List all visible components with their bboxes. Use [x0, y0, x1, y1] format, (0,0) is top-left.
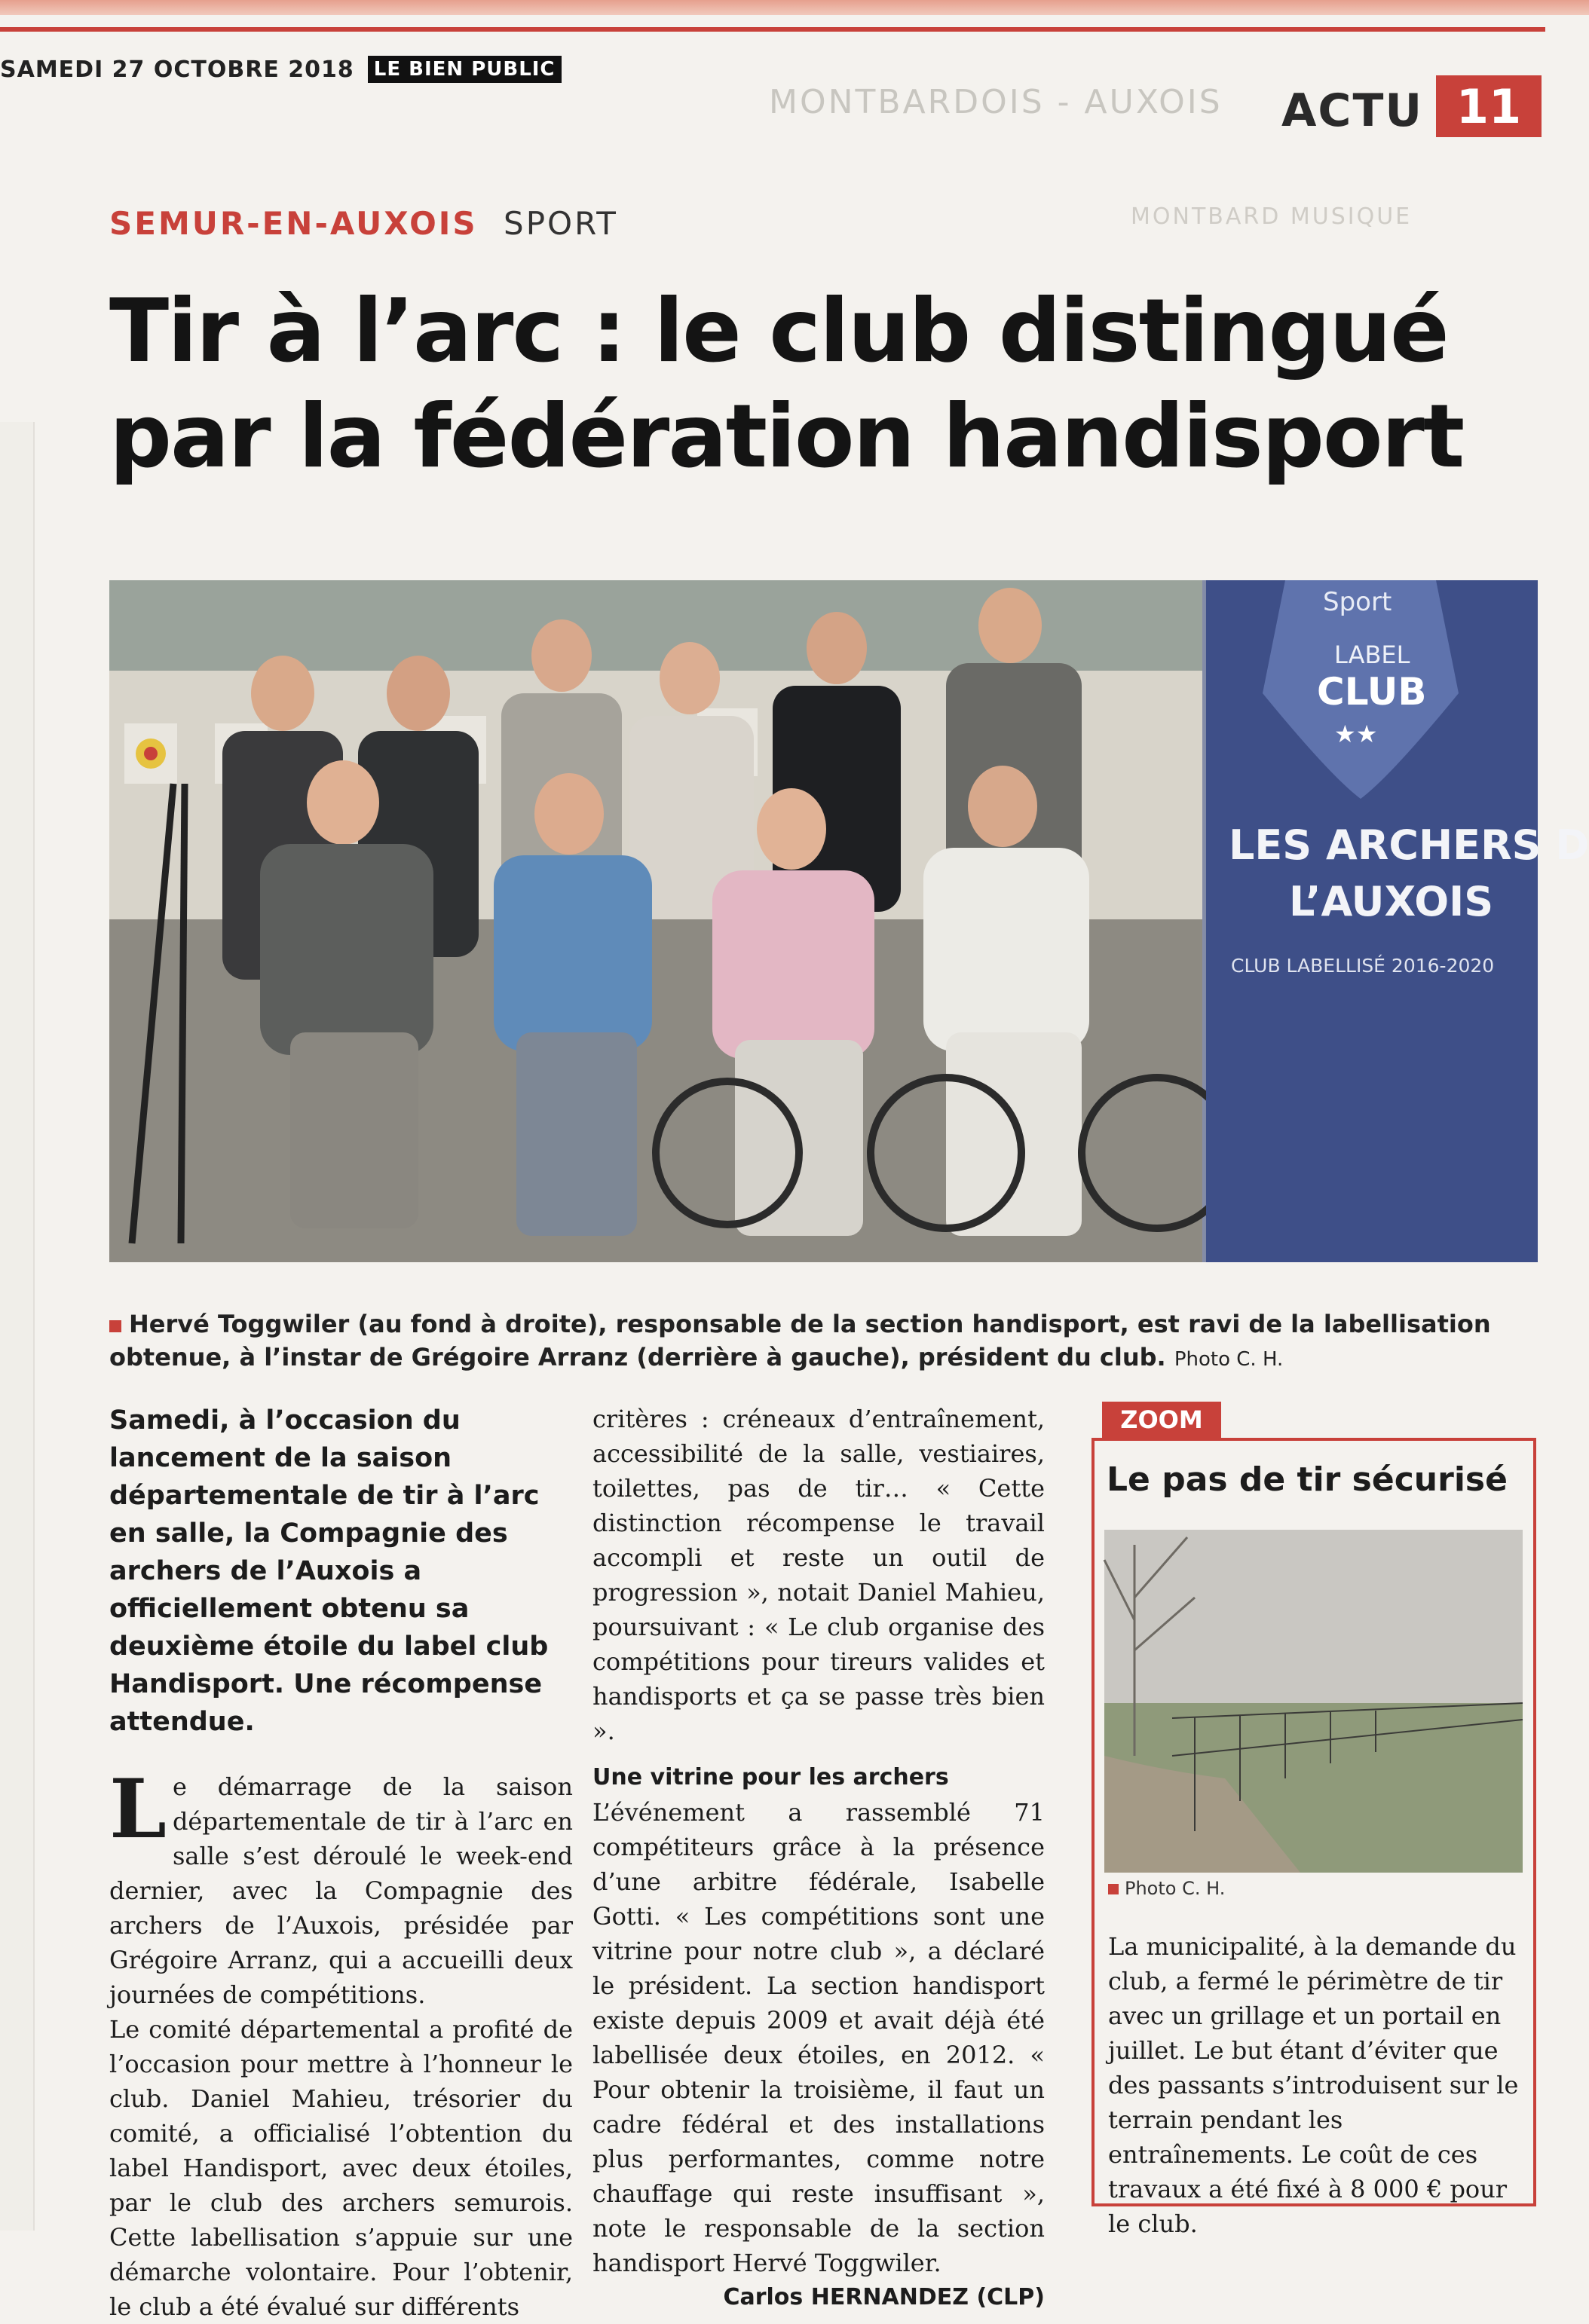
top-color-band [0, 0, 1589, 15]
banner-name-line2: L’AUXOIS [1289, 878, 1494, 925]
article-subhead: Une vitrine pour les archers [592, 1764, 949, 1790]
article-rubric: SPORT [504, 205, 618, 242]
zoom-credit-text: Photo C. H. [1125, 1878, 1226, 1899]
banner-stars: ★★ [1334, 720, 1378, 748]
article-paragraph-4: L’événement a rassemblé 71 compétiteurs grâce à la présence d’une arbitre fédérale, Isabelle Gotti. « Les compétitions sont une vitrine pour notre club », a déclaré le président. La section handisport existe depuis 2009 et avait déjà été labellisée deux étoiles, en 2012. « Pour obtenir la troisième, il faut un cadre fédéral et des installations plus performantes, comme notre chauffage qui reste insuffisant », note le responsable de la section handisport Hervé Toggwiler. [592, 1798, 1045, 2277]
drop-cap: L [109, 1762, 167, 1857]
show-through-text-top: MONTBARDOIS - AUXOIS [769, 83, 1223, 121]
caption-text: Hervé Toggwiler (au fond à droite), responsable de la section handisport, est ravi de la labellisation obtenue, à l’instar de Grégoire Arranz (derrière à gauche), président du club. [109, 1310, 1491, 1371]
zoom-tag: ZOOM [1102, 1402, 1221, 1438]
main-photo [109, 580, 1589, 1262]
dateline [0, 54, 562, 84]
zoom-credit-marker [1108, 1884, 1119, 1894]
article-paragraph-2: Le comité départemental a profité de l’occasion pour mettre à l’honneur le club. Daniel Mahieu, trésorier du comité, a officialisé l’obtention du label Handisport, avec deux étoiles, par le club des archers semurois. Cette labellisation s’appuie sur une démarche volontaire. Pour l’obtenir, le club a été évalué sur différents [109, 2015, 573, 2321]
article-column-2 [592, 1402, 1045, 2315]
article-paragraph-3: critères : créneaux d’entraînement, accessibilité de la salle, vestiaires, toilettes, pas de tir… « Cette distinction récompense le travail accompli et reste un outil de progression », notait Daniel Mahieu, poursuivant : « Le club organise des compétitions pour tireurs valides et handisports et ça se passe très bien ». [592, 1405, 1045, 1745]
zoom-title: Le pas de tir sécurisé [1107, 1460, 1508, 1499]
article-column-1 [109, 1402, 573, 2324]
banner-sport-text: Sport [1323, 587, 1392, 617]
article-location: SEMUR-EN-AUXOIS [109, 205, 478, 242]
page-number: 11 [1436, 75, 1542, 137]
banner-labelled-text: CLUB LABELLISÉ 2016-2020 [1231, 955, 1495, 977]
section-label: ACTU [1281, 84, 1424, 137]
caption-credit: Photo C. H. [1174, 1348, 1284, 1371]
banner-name-line1: LES ARCHERS D [1229, 821, 1589, 869]
zoom-photo [1104, 1530, 1523, 1873]
main-photo-illustration [109, 580, 1589, 1262]
banner-club-text: CLUB [1317, 670, 1427, 714]
caption-marker [109, 1320, 121, 1332]
article-paragraph-1 [109, 1762, 573, 2012]
newspaper-name: LE BIEN PUBLIC [368, 56, 562, 83]
header-rule [0, 27, 1545, 32]
adjacent-page-strip [0, 422, 35, 2231]
article-lead: Samedi, à l’occasion du lancement de la saison départementale de tir à l’arc en salle, la Compagnie des archers de l’Auxois a officiellement obtenu sa deuxième étoile du label club Handisport. Une récompense attendue. [109, 1405, 549, 1737]
zoom-text: La municipalité, à la demande du club, a fermé le périmètre de tir avec un grillage et un portail en juillet. Le but étant d’éviter que des passants s’introduisent sur le terrain pendant les entraînements. Le coût de ces travaux a été fixé à 8 000 € pour le club. [1108, 1932, 1519, 2238]
article-kicker [109, 205, 618, 242]
sky [1104, 1530, 1523, 1718]
article-paragraph-1-text: e démarrage de la saison départementale de tir à l’arc en salle s’est déroulé le week-end dernier, avec la Compagnie des archers de l’Auxois, présidée par Grégoire Arranz, qui a accueilli deux journées de compétitions. [109, 1772, 573, 2009]
show-through-text-right: MONTBARD MUSIQUE [1131, 203, 1413, 230]
label-banner [1206, 580, 1589, 1262]
article-byline: Carlos HERNANDEZ (CLP) [723, 2284, 1045, 2310]
zoom-photo-credit [1108, 1878, 1225, 1899]
banner-label-text: LABEL [1334, 641, 1410, 669]
zoom-photo-illustration [1104, 1530, 1523, 1873]
issue-date: SAMEDI 27 OCTOBRE 2018 [0, 56, 354, 83]
photo-caption [109, 1307, 1538, 1376]
article-headline: Tir à l’arc : le club distingué par la fédération handisport [109, 280, 1464, 488]
